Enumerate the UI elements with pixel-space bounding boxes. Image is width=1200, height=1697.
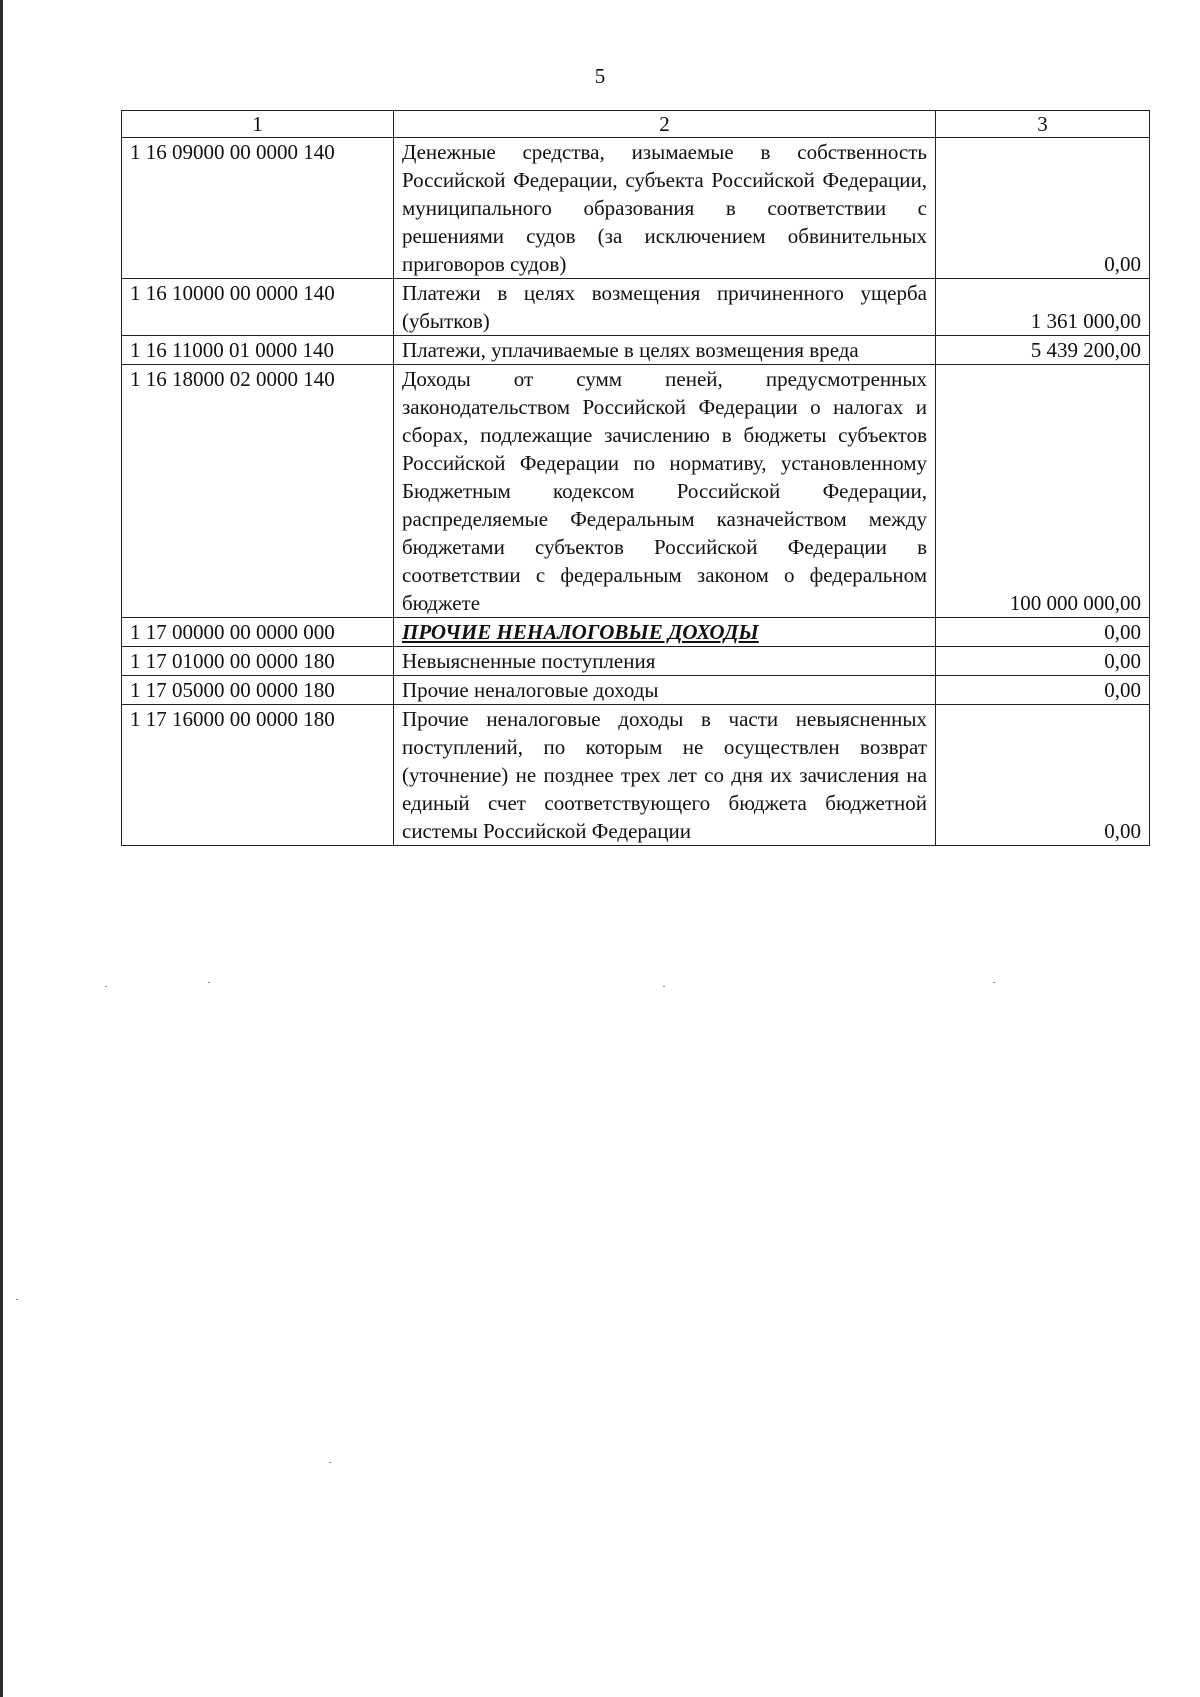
row-amount: 5 439 200,00 — [936, 336, 1150, 365]
row-amount: 0,00 — [936, 705, 1150, 846]
scan-speck — [16, 1299, 18, 1300]
section-heading: ПРОЧИЕ НЕНАЛОГОВЫЕ ДОХОДЫ — [394, 618, 936, 647]
header-col-amount: 3 — [936, 111, 1150, 138]
row-code: 1 17 16000 00 0000 180 — [122, 705, 394, 846]
scan-speck — [105, 986, 107, 987]
row-amount: 100 000 000,00 — [936, 365, 1150, 618]
header-col-code: 1 — [122, 111, 394, 138]
page-number: 5 — [594, 64, 606, 88]
row-code: 1 16 09000 00 0000 140 — [122, 138, 394, 279]
scan-speck — [329, 1462, 331, 1463]
row-code: 1 17 05000 00 0000 180 — [122, 676, 394, 705]
table-row — [122, 705, 1150, 846]
table-row — [122, 647, 1150, 676]
scan-speck — [993, 982, 995, 983]
table-row — [122, 365, 1150, 618]
row-code: 1 16 18000 02 0000 140 — [122, 365, 394, 618]
row-code: 1 16 11000 01 0000 140 — [122, 336, 394, 365]
row-code: 1 17 01000 00 0000 180 — [122, 647, 394, 676]
table-header-row — [122, 111, 1150, 138]
table-row — [122, 676, 1150, 705]
table-row — [122, 138, 1150, 279]
scan-speck — [208, 982, 210, 983]
header-col-description: 2 — [394, 111, 936, 138]
row-code: 1 17 00000 00 0000 000 — [122, 618, 394, 647]
row-amount: 0,00 — [936, 676, 1150, 705]
row-amount: 0,00 — [936, 647, 1150, 676]
row-code: 1 16 10000 00 0000 140 — [122, 279, 394, 336]
row-amount: 1 361 000,00 — [936, 279, 1150, 336]
table-row-section-heading — [122, 618, 1150, 647]
row-amount: 0,00 — [936, 618, 1150, 647]
table-row — [122, 336, 1150, 365]
row-description: Прочие неналоговые доходы — [394, 676, 936, 705]
row-description: Платежи в целях возмещения причиненного ущерба (убытков) — [394, 279, 936, 336]
row-description: Прочие неналоговые доходы в части невыясненных поступлений, по которым не осуществлен возврат (уточнение) не позднее трех лет со дня их зачисления на единый счет соответствующего бюджета бюджетной системы Российской Федерации — [394, 705, 936, 846]
scan-speck — [663, 986, 665, 987]
row-description: Невыясненные поступления — [394, 647, 936, 676]
row-amount: 0,00 — [936, 138, 1150, 279]
table-row — [122, 279, 1150, 336]
budget-revenue-table — [121, 110, 1150, 846]
row-description: Платежи, уплачиваемые в целях возмещения вреда — [394, 336, 936, 365]
row-description: Денежные средства, изымаемые в собственность Российской Федерации, субъекта Российской Федерации, муниципального образования в соответствии с решениями судов (за исключением обвинительных приговоров судов) — [394, 138, 936, 279]
scan-left-edge — [0, 0, 3, 1697]
row-description: Доходы от сумм пеней, предусмотренных законодательством Российской Федерации о налогах и сборах, подлежащие зачислению в бюджеты субъектов Российской Федерации по нормативу, установленному Бюджетным кодексом Российской Федерации, распределяемые Федеральным казначейством между бюджетами субъектов Российской Федерации в соответствии с федеральным законом о федеральном бюджете — [394, 365, 936, 618]
